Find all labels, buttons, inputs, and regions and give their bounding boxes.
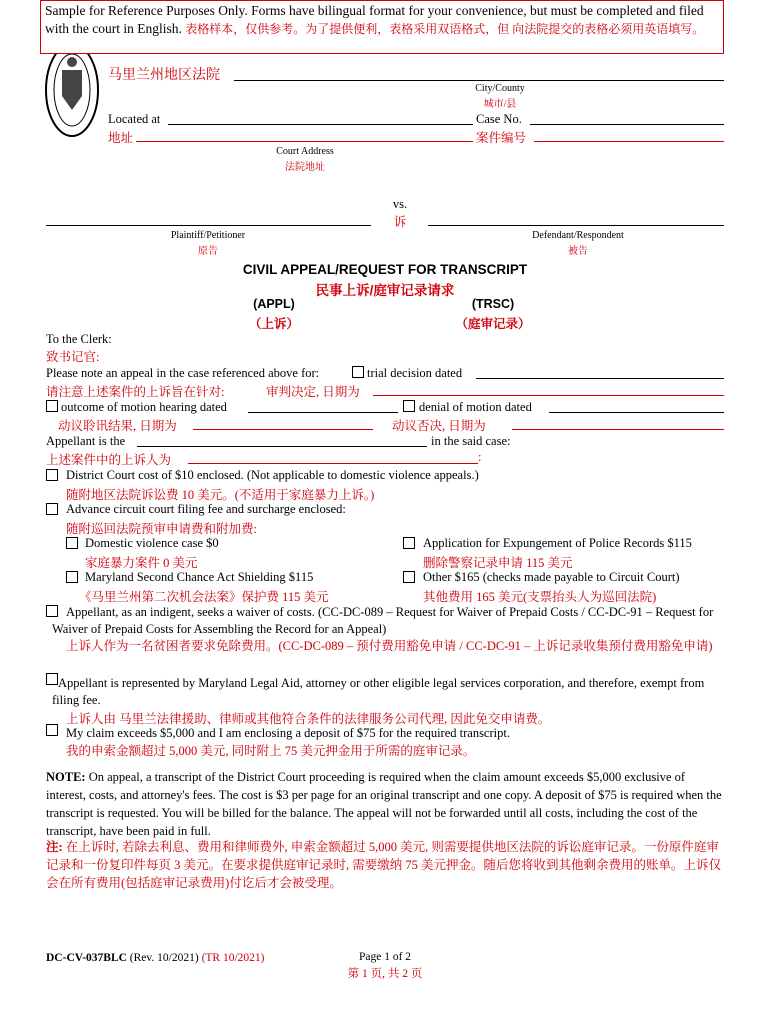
trsc-code-zh: （庭审记录） [455, 317, 531, 331]
denial-motion-label: denial of motion dated [419, 400, 532, 414]
appellant-tail-label: in the said case: [431, 434, 511, 448]
expungement-checkbox[interactable] [403, 537, 415, 549]
plaintiff-label-zh: 原告 [198, 246, 218, 257]
appeal-notice-text: Please note an appeal in the case referenced above for: [46, 366, 320, 380]
location-field[interactable] [168, 124, 473, 125]
page-number-zh: 第 1 页, 共 2 页 [347, 968, 423, 980]
district-cost-label-zh: 随附地区法院诉讼费 10 美元。(不适用于家庭暴力上诉。) [66, 488, 375, 502]
advance-fee-label: Advance circuit court filing fee and surcharge enclosed: [66, 502, 346, 516]
plaintiff-field[interactable] [46, 225, 371, 226]
motion-hearing-checkbox[interactable] [46, 400, 58, 412]
sample-banner [40, 0, 724, 54]
claim-deposit-checkbox[interactable] [46, 724, 58, 736]
form-title-zh: 民事上诉/庭审记录请求 [315, 283, 455, 298]
form-title: CIVIL APPEAL/REQUEST FOR TRANSCRIPT [242, 262, 528, 277]
domestic-violence-label-zh: 家庭暴力案件 0 美元 [85, 556, 198, 570]
appellant-role-field[interactable] [137, 446, 427, 447]
denial-motion-label-zh: 动议否决, 日期为 [392, 419, 486, 433]
location-field-zh-line [136, 141, 473, 142]
to-clerk-label-zh: 致书记官: [46, 350, 100, 364]
shielding-label: Maryland Second Chance Act Shielding $115 [85, 570, 314, 584]
case-no-field[interactable] [530, 124, 724, 125]
form-translation-rev: (TR 10/2021) [201, 952, 265, 964]
court-address-label-zh: 法院地址 [285, 162, 325, 173]
trial-date-field[interactable] [476, 378, 724, 379]
district-cost-label: District Court cost of $10 enclosed. (Not applicable to domestic violence appeals.) [66, 468, 479, 482]
legal-aid-label: Appellant is represented by Maryland Legal Aid, attorney or other eligible legal services corporation, and therefore, exempt from filing fee. [52, 676, 705, 707]
denial-motion-checkbox[interactable] [403, 400, 415, 412]
shielding-checkbox[interactable] [66, 571, 78, 583]
to-clerk-label: To the Clerk: [46, 332, 112, 346]
other-fee-label: Other $165 (checks made payable to Circuit Court) [423, 570, 680, 584]
form-revision: (Rev. 10/2021) [129, 952, 199, 964]
advance-fee-label-zh: 随附巡回法院预审申请费和附加费: [66, 522, 257, 536]
banner-text-zh: 表格样本，仅供参考。为了提供便利，表格采用双语格式，但 向法院提交的表格必须用英语填写。 [185, 22, 705, 36]
note-label-zh: 注: [46, 840, 63, 854]
domestic-violence-checkbox[interactable] [66, 537, 78, 549]
court-title-zh: 马里兰州地区法院 [108, 68, 220, 83]
note-text: On appeal, a transcript of the District Court proceeding is required when the claim amount exceeds $5,000 exclusive of interest, costs, and attorney's fees. The cost is $3 per page for an original transcript and one copy. A deposit of $75 is required when the transcript is requested. You will be billed for the balance. The appeal will not be forwarded until all costs, including the cost of the transcript, have been paid in full. [46, 770, 722, 838]
denial-date-field[interactable] [549, 412, 724, 413]
banner-text-en: Sample for Reference Purposes Only. Forms have bilingual format for your convenience, but must be completed and filed with the court in English. [45, 3, 704, 36]
trsc-code: (TRSC) [471, 297, 515, 311]
appellant-label: Appellant is the [46, 434, 126, 448]
claim-deposit-label-zh: 我的申索金额超过 5,000 美元, 同时附上 75 美元押金用于所需的庭审记录。 [66, 744, 476, 758]
located-at-label-zh: 地址 [108, 131, 134, 145]
expungement-label-zh: 删除警察记录申请 115 美元 [423, 556, 573, 570]
appl-code: (APPL) [253, 297, 295, 311]
legal-aid-label-zh: 上诉人由 马里兰法律援助、律师或其他符合条件的法律服务公司代理, 因此免交申请费。 [66, 712, 551, 726]
city-county-label: City/County [475, 83, 525, 94]
note-paragraph [46, 768, 724, 840]
note-paragraph-zh [46, 838, 724, 892]
case-no-label: Case No. [476, 112, 522, 126]
motion-hearing-date-field[interactable] [248, 412, 398, 413]
advance-fee-checkbox[interactable] [46, 503, 58, 515]
form-id: DC-CV-037BLC [46, 952, 127, 964]
note-text-zh: 在上诉时, 若除去利息、费用和律师费外, 申索金额超过 5,000 美元, 则需要提供地区法院的诉讼庭审记录。一份原件庭审记录和一份复印件每页 3 美元。在要求提供庭审记录时, 需要缴纳 75 美元押金。随后您将收到其他剩余费用的账单。上诉仅会在所有费用(包括庭审记录费用)付讫后才会被受理。 [46, 840, 722, 890]
trial-decision-label-zh: 审判决定, 日期为 [266, 385, 360, 399]
indigent-waiver-label-zh: 上诉人作为一名贫困者要求免除费用。(CC-DC-089 – 预付费用豁免申请 / CC-DC-91 – 上诉记录收集预付费用豁免申请) [66, 639, 713, 653]
form-footer-id [46, 952, 265, 964]
trial-decision-checkbox[interactable] [352, 366, 364, 378]
versus-label-zh: 诉 [393, 215, 407, 229]
defendant-label: Defendant/Respondent [532, 230, 624, 241]
trial-decision-label: trial decision dated [367, 366, 463, 380]
district-cost-checkbox[interactable] [46, 469, 58, 481]
appellant-role-zh-line [188, 463, 478, 464]
appellant-label-zh: 上述案件中的上诉人为 [46, 453, 172, 467]
located-at-label: Located at [108, 112, 161, 126]
versus-label: vs. [392, 197, 408, 211]
city-county-label-zh: 城市/县 [483, 99, 517, 110]
appeal-notice-text-zh: 请注意上述案件的上诉旨在针对: [46, 385, 225, 399]
case-no-field-zh-line [534, 141, 724, 142]
appellant-colon-zh: : [478, 450, 482, 464]
other-fee-label-zh: 其他费用 165 美元(支票抬头人为巡回法院) [423, 590, 657, 604]
denial-date-zh-line [512, 429, 724, 430]
other-fee-checkbox[interactable] [403, 571, 415, 583]
motion-date-zh-line [193, 429, 373, 430]
defendant-label-zh: 被告 [568, 246, 588, 257]
motion-hearing-label-zh: 动议聆讯结果, 日期为 [58, 419, 177, 433]
court-name-field[interactable] [234, 80, 724, 81]
appl-code-zh: （上诉） [248, 317, 299, 331]
claim-deposit-label: My claim exceeds $5,000 and I am enclosing a deposit of $75 for the required transcript. [66, 726, 510, 740]
motion-hearing-label: outcome of motion hearing dated [61, 400, 227, 414]
note-label: NOTE: [46, 770, 86, 784]
domestic-violence-label: Domestic violence case $0 [85, 536, 219, 550]
plaintiff-label: Plaintiff/Petitioner [170, 230, 246, 241]
expungement-label: Application for Expungement of Police Records $115 [423, 536, 692, 550]
court-address-label: Court Address [276, 146, 334, 157]
trial-date-field-zh-line [373, 395, 724, 396]
indigent-waiver-label: Appellant, as an indigent, seeks a waiver of costs. (CC-DC-089 – Request for Waiver of Prepaid Costs / CC-DC-91 – Request for Waiver of Prepaid Costs for Assembling the Record for an Appeal) [52, 605, 714, 636]
case-no-label-zh: 案件编号 [476, 131, 527, 145]
court-seal-icon [44, 40, 100, 140]
page-number: Page 1 of 2 [358, 951, 412, 963]
shielding-label-zh: 《马里兰州第二次机会法案》保护费 115 美元 [79, 590, 329, 604]
defendant-field[interactable] [428, 225, 724, 226]
